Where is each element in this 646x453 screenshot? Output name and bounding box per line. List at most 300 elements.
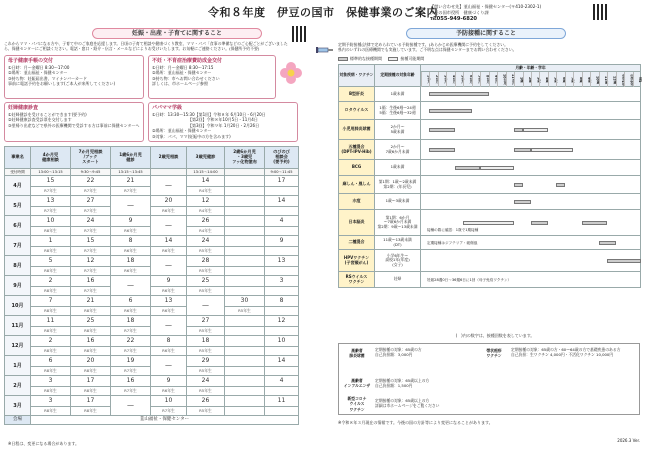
- schedule-day: 16: [111, 376, 151, 387]
- table-row: [5, 316, 299, 327]
- schedule-col-header: 事業名: [5, 147, 31, 169]
- table-row: [5, 356, 299, 367]
- schedule-day: —: [151, 316, 187, 336]
- schedule-target: [265, 307, 299, 316]
- schedule-day: 22: [71, 176, 111, 187]
- box-line: 事前に電話予約をお願いします(ご本人が来所してください): [8, 81, 116, 87]
- schedule-day: [225, 396, 265, 407]
- age-column-label: 2歳: [523, 72, 531, 87]
- schedule-target: [265, 247, 299, 256]
- adult-body-1: 定期接種の対象：65歳の方 自己負担額：3,000円: [375, 347, 422, 358]
- schedule-day: 9: [151, 376, 187, 387]
- month-label: 1月: [5, 356, 31, 376]
- reception-time-row: [5, 169, 299, 176]
- schedule-target: [225, 327, 265, 336]
- legend-possible: 接種可能期間: [400, 56, 425, 61]
- vaccine-name: BCG: [339, 160, 375, 176]
- vaccine-target: 1歳未満: [375, 160, 421, 176]
- schedule-bar: [582, 221, 607, 225]
- venue-row: [5, 416, 299, 425]
- schedule-target: R6年生: [111, 267, 151, 276]
- schedule-bar: [429, 92, 488, 96]
- schedule-target: R6年生: [111, 307, 151, 316]
- schedule-target: R8年生: [31, 307, 71, 316]
- schedule-day: 26: [187, 396, 225, 407]
- schedule-target: [265, 407, 299, 416]
- schedule-target: R7年生: [111, 187, 151, 196]
- month-label: 6月: [5, 216, 31, 236]
- table-row: [5, 287, 299, 296]
- schedule-day: 11: [265, 396, 299, 407]
- schedule-target: R7年生: [71, 187, 111, 196]
- schedule-day: [225, 236, 265, 247]
- schedule-day: [225, 356, 265, 367]
- table-row: [339, 250, 641, 272]
- table-row: [5, 387, 299, 396]
- schedule-target: [225, 187, 265, 196]
- reception-label: 受付時間: [5, 169, 31, 176]
- schedule-day: 24: [71, 216, 111, 227]
- legend: [338, 56, 638, 62]
- table-row: [5, 216, 299, 227]
- schedule-target: R5年生: [187, 407, 225, 416]
- table-row: [5, 407, 299, 416]
- age-column-label: 10歳: [590, 72, 598, 87]
- month-label: 8月: [5, 256, 31, 276]
- table-row: [339, 272, 641, 288]
- schedule-target: [265, 327, 299, 336]
- schedule-day: 4: [265, 216, 299, 227]
- vaccine-name: ロタウイルス: [339, 102, 375, 120]
- schedule-target: R7年生: [111, 327, 151, 336]
- schedule-target: [265, 187, 299, 196]
- schedule-target: R8年生: [31, 387, 71, 396]
- schedule-day: 8: [151, 336, 187, 347]
- schedule-day: 14: [151, 236, 187, 247]
- vaccine-footnote: ( )内の数字は、接種回数を表しています。: [455, 333, 535, 338]
- schedule-target: R8年生: [71, 347, 111, 356]
- month-label: 11月: [5, 316, 31, 336]
- schedule-day: 3: [265, 276, 299, 287]
- schedule-target: [225, 207, 265, 216]
- schedule-day: 10: [151, 396, 187, 407]
- adult-vaccines-box: [338, 343, 640, 415]
- age-column-label: 5か月: [455, 72, 463, 87]
- adult-body-4: 定期接種の対象：65歳以上の方 詳細は市ホームページをご覧ください: [375, 398, 440, 409]
- vaccine-schedule-bars: [421, 87, 641, 102]
- schedule-day: 26: [187, 216, 225, 227]
- schedule-day: —: [111, 196, 151, 216]
- vaccine-name: 水痘: [339, 194, 375, 210]
- vaccine-name: 小児用肺炎球菌: [339, 120, 375, 140]
- flower-icon: [278, 60, 304, 86]
- schedule-bar: [607, 259, 641, 263]
- adult-body-2: 定期接種の対象：65歳の方・60～64歳の方で基礎疾患のある方 自己負担：生ワクチン 4,000円・不活化ワクチン 10,000円: [511, 347, 621, 358]
- schedule-day: 13: [265, 256, 299, 267]
- vaccine-name: 二種混合: [339, 236, 375, 250]
- age-column-label: 4歳: [539, 72, 547, 87]
- schedule-day: 27: [187, 316, 225, 327]
- schedule-target: R6年生: [151, 207, 187, 216]
- table-row: [5, 196, 299, 207]
- box-line: ②妊婦健康診査受診票を交付します: [8, 117, 72, 123]
- schedule-col-header: 1歳6か月児 健診: [111, 147, 151, 169]
- schedule-bar: [514, 148, 531, 152]
- box-papamama: [148, 102, 298, 142]
- schedule-bar: [463, 221, 514, 225]
- schedule-target: [265, 347, 299, 356]
- month-label: 9月: [5, 276, 31, 296]
- venue-label: 会場: [5, 416, 31, 425]
- table-row: [5, 376, 299, 387]
- schedule-target: [265, 287, 299, 296]
- box-title: 妊婦健康診査: [8, 105, 39, 111]
- schedule-day: 13: [31, 196, 71, 207]
- schedule-target: [265, 267, 299, 276]
- schedule-col-header: 2歳児相談: [151, 147, 187, 169]
- schedule-target: R6年生: [151, 347, 187, 356]
- vaccine-schedule-bars: [421, 272, 641, 288]
- schedule-target: R8年生: [31, 347, 71, 356]
- schedule-day: [225, 176, 265, 187]
- vaccine-schedule-bars: [421, 120, 641, 140]
- schedule-day: 7: [31, 296, 71, 307]
- schedule-day: —: [151, 216, 187, 236]
- age-column-label: 8か月: [480, 72, 488, 87]
- schedule-target: R6年生: [151, 387, 187, 396]
- vaccine-schedule-bars: [421, 236, 641, 250]
- month-label: 4月: [5, 176, 31, 196]
- age-column-label: 5歳: [548, 72, 556, 87]
- schedule-day: 2: [31, 336, 71, 347]
- contact-line-2: 伊豆の国市役所 健康づくり課: [430, 10, 489, 16]
- schedule-target: R7年生: [71, 227, 111, 236]
- schedule-day: 17: [71, 376, 111, 387]
- age-column-label: 8歳: [573, 72, 581, 87]
- schedule-target: R7年生: [31, 187, 71, 196]
- age-column-label: 9か月: [489, 72, 497, 87]
- syringe-icon: [316, 42, 334, 58]
- vaccine-name: 五種混合 (DPT-IPV-Hib): [339, 140, 375, 160]
- schedule-day: 19: [111, 356, 151, 367]
- schedule-col-header: 3歳児健診: [187, 147, 225, 169]
- schedule-day: 25: [71, 316, 111, 327]
- schedule-day: [225, 196, 265, 207]
- schedule-target: R7年生: [111, 367, 151, 376]
- age-column-label: 高1: [633, 72, 641, 87]
- schedule-day: 12: [187, 196, 225, 207]
- reception-time: 13:15～14:00: [187, 169, 225, 176]
- age-column-label: 1か月: [421, 72, 429, 87]
- schedule-bar: [556, 183, 564, 187]
- vaccine-table: [338, 64, 641, 288]
- adult-title-2: 帯状疱疹 ワクチン: [486, 348, 502, 359]
- schedule-day: 3: [31, 396, 71, 407]
- table-row: [5, 347, 299, 356]
- schedule-day: 5: [31, 256, 71, 267]
- adult-body-3: 定期接種の対象：65歳以上の方 自己負担額：1,500円: [375, 378, 430, 389]
- schedule-target: R8年生: [31, 407, 71, 416]
- schedule-day: 15: [31, 176, 71, 187]
- schedule-bar: [514, 183, 522, 187]
- schedule-target: R8年生: [31, 247, 71, 256]
- schedule-day: 14: [265, 196, 299, 207]
- schedule-footnote: ※日程は、変更になる場合があります。: [8, 441, 80, 446]
- schedule-bar: [514, 128, 522, 132]
- venue-value: 韮山福祉・保健センター: [31, 416, 299, 425]
- schedule-target: R6年生: [111, 247, 151, 256]
- schedule-day: 14: [187, 176, 225, 187]
- box-title: パパママ学級: [152, 105, 183, 111]
- schedule-target: R5年生: [187, 327, 225, 336]
- schedule-day: 11: [31, 316, 71, 327]
- schedule-target: [265, 227, 299, 236]
- schedule-header-row: [5, 147, 299, 169]
- vaccine-target: 小学6年生～ 高校1年(年度) (女子): [375, 250, 421, 272]
- box-line: 【第3回】令和９年 1月20日・2月26日: [188, 122, 260, 128]
- table-row: [339, 160, 641, 176]
- age-column-label: 中学1年: [616, 72, 624, 87]
- schedule-day: 3: [31, 376, 71, 387]
- table-row: [339, 210, 641, 236]
- reception-time: 13:00～13:15: [31, 169, 71, 176]
- vaccine-schedule-bars: [421, 160, 641, 176]
- vaccine-target: 第1期：1歳～2歳未満 第2期：(年長児): [375, 176, 421, 194]
- reception-time: 9:30～9:45: [71, 169, 111, 176]
- box-ninpu-kenshin: [4, 102, 144, 142]
- schedule-target: R8年生: [31, 227, 71, 236]
- bar-note: 妊娠28週0日～36週6日に1回（母子免疫ワクチン）: [427, 277, 512, 282]
- schedule-day: [225, 216, 265, 227]
- schedule-day: 18: [111, 316, 151, 327]
- vaccine-target: 11歳～13歳未満 (DT): [375, 236, 421, 250]
- schedule-day: 16: [71, 336, 111, 347]
- bar-note: 接種の際に確認：1歳で1期接種: [427, 227, 479, 232]
- vaccine-target: 2か月～ 5歳未満: [375, 120, 421, 140]
- schedule-day: 14: [265, 356, 299, 367]
- month-label: 10月: [5, 296, 31, 316]
- table-row: [339, 236, 641, 250]
- schedule-day: 10: [265, 336, 299, 347]
- schedule-bar: [531, 148, 573, 152]
- schedule-col-header: 2歳6か月児 ・3歳児 フッ化物塗布: [225, 147, 265, 169]
- schedule-target: R4年生: [187, 227, 225, 236]
- month-label: 3月: [5, 396, 31, 416]
- schedule-target: R8年生: [71, 367, 111, 376]
- version: 2026.3 Ver.: [617, 438, 640, 443]
- schedule-target: R6年生: [151, 247, 187, 256]
- schedule-day: 20: [151, 196, 187, 207]
- vaccine-target: 1歳～3歳未満: [375, 194, 421, 210]
- box-line: ②場所：韮山福祉・保健センター: [152, 128, 212, 134]
- month-label: 12月: [5, 336, 31, 356]
- age-column-label: 12歳: [607, 72, 615, 87]
- box-line: ①日時：月～金曜日 8:30～17:00: [8, 65, 70, 70]
- schedule-target: [225, 347, 265, 356]
- table-row: [339, 194, 641, 210]
- age-column-label: 2か月: [429, 72, 437, 87]
- box-line: ③対象：パパ、ママ(妊娠中の方を含みます): [152, 133, 231, 139]
- vaccine-schedule-bars: [421, 250, 641, 272]
- reception-time: 9:00～11:45: [265, 169, 299, 176]
- age-column-label: 中学3年: [624, 72, 632, 87]
- month-label: 5月: [5, 196, 31, 216]
- vaccine-header-row: [339, 65, 641, 72]
- schedule-target: [265, 207, 299, 216]
- reception-time: [225, 169, 265, 176]
- box-funin: [148, 55, 276, 99]
- schedule-target: R6年生: [111, 227, 151, 236]
- schedule-target: [265, 367, 299, 376]
- schedule-day: 24: [187, 376, 225, 387]
- schedule-day: 6: [111, 296, 151, 307]
- schedule-day: 17: [265, 176, 299, 187]
- schedule-bar: [599, 241, 616, 245]
- schedule-target: R8年生: [31, 287, 71, 296]
- legend-standard: 標準的な接種期間: [350, 56, 382, 61]
- age-column-label: 7歳: [565, 72, 573, 87]
- header-vaccine: 対象疾病・ワクチン: [339, 65, 375, 87]
- box-line: ①日時：13:30～15:30【第1回】令和８年 6月10日・6月20日: [152, 112, 266, 117]
- box-title: 母子健康手帳の交付: [8, 58, 54, 64]
- schedule-target: [225, 267, 265, 276]
- contact-line-1: 【問い合わせ先】韮山福祉・保健センター(〒410-2302-1): [430, 4, 542, 9]
- schedule-bar: [531, 221, 548, 225]
- table-row: [5, 176, 299, 187]
- age-column-label: 10か月: [497, 72, 505, 87]
- table-row: [5, 296, 299, 307]
- vaccine-schedule-bars: [421, 194, 641, 210]
- schedule-day: 9: [265, 236, 299, 247]
- age-column-label: 6か月: [463, 72, 471, 87]
- box-line: ①日時：月～金曜日 8:30～17:15: [152, 65, 214, 70]
- schedule-day: 8: [111, 236, 151, 247]
- box-line: ③持ち物：市へお問い合わせください: [152, 75, 220, 81]
- schedule-day: [225, 276, 265, 287]
- header-age: 月齢・年齢・学年: [421, 65, 641, 72]
- qr-code-icon: [593, 4, 609, 20]
- schedule-day: 8: [265, 296, 299, 307]
- schedule-day: —: [187, 296, 225, 316]
- left-section-title: 妊娠・出産・子育てに関すること: [92, 28, 262, 39]
- contact-tel: ℡055-949-6820: [430, 16, 478, 23]
- schedule-target: [225, 387, 265, 396]
- month-label: 2月: [5, 376, 31, 396]
- schedule-day: 30: [225, 296, 265, 307]
- legend-standard-swatch: [338, 57, 348, 61]
- schedule-target: [225, 247, 265, 256]
- schedule-day: 6: [31, 356, 71, 367]
- box-line: ②場所：韮山福祉・保健センター: [152, 70, 212, 76]
- table-row: [339, 87, 641, 102]
- schedule-bar: [523, 128, 548, 132]
- schedule-day: 28: [187, 256, 225, 267]
- age-column-label: 11か月: [506, 72, 514, 87]
- box-line: ①妊婦健診を受けることができます(要予約): [8, 112, 87, 117]
- schedule-day: —: [151, 176, 187, 196]
- age-column-label: 3か月: [438, 72, 446, 87]
- schedule-target: [265, 387, 299, 396]
- schedule-col-header: 4か月児 健康相談: [31, 147, 71, 169]
- schedule-day: —: [151, 256, 187, 276]
- schedule-day: 21: [111, 176, 151, 187]
- contact-info: [430, 4, 565, 24]
- reception-time: 13:15～13:45: [111, 169, 151, 176]
- schedule-day: —: [151, 356, 187, 376]
- schedule-target: R7年生: [111, 387, 151, 396]
- table-row: [339, 120, 641, 140]
- vaccine-target: 妊婦: [375, 272, 421, 288]
- table-row: [5, 207, 299, 216]
- box-line: 【第2回】令和８年10月5日・11月4日: [188, 117, 258, 123]
- schedule-day: 4: [265, 376, 299, 387]
- schedule-target: [225, 367, 265, 376]
- schedule-day: 21: [71, 296, 111, 307]
- header-target: 定期接種の対象年齢: [375, 65, 421, 87]
- schedule-target: R7年生: [71, 267, 111, 276]
- left-intro: これからママ・パパになる方や、子育て中のご家庭を応援します。日頃の子育て相談や健康づくり教室、ママ・パパ「食事の準備などのご心配ごとがございましたら、保健センターにご相談ください。電話・窓口・紹介・伝言・メールなどによりお受けいたします。お気軽にご連絡ください。(保健所予約不要): [4, 41, 288, 52]
- schedule-target: R8年生: [31, 327, 71, 336]
- schedule-day: 12: [265, 316, 299, 327]
- vaccine-target: 2か月～ 7歳6か月未満: [375, 140, 421, 160]
- adult-title-4: 新型コロナ ウイルス ワクチン: [347, 396, 367, 412]
- table-row: [5, 276, 299, 287]
- schedule-target: R8年生: [71, 407, 111, 416]
- schedule-target: R4年生: [187, 207, 225, 216]
- box-boshi-techo: [4, 55, 144, 99]
- schedule-day: 25: [187, 276, 225, 287]
- schedule-col-header: のびのび 相談会 (要予約): [265, 147, 299, 169]
- schedule-target: R7年生: [111, 347, 151, 356]
- bottom-note: ※令和８年３月現在の情報です。今後の国の方針等により変更になることがあります。: [338, 420, 493, 425]
- qr-code-icon: [292, 26, 308, 42]
- schedule-bar: [429, 128, 454, 132]
- schedule-bar: [429, 148, 454, 152]
- schedule-target: R8年生: [31, 367, 71, 376]
- schedule-target: R5年生: [187, 347, 225, 356]
- table-row: [5, 236, 299, 247]
- schedule-target: R7年生: [71, 247, 111, 256]
- schedule-target: R5年生: [187, 387, 225, 396]
- page-title: 令和８年度 伊豆の国市 保健事業のご案内: [208, 6, 438, 19]
- vaccine-target: 1価：生後6週～24週 5価：生後6週～32週: [375, 102, 421, 120]
- adult-title-3: 高齢者 インフルエンザ: [343, 378, 371, 389]
- bar-note: 定期接種はジフテリア・破傷風: [427, 240, 478, 245]
- schedule-day: 22: [111, 336, 151, 347]
- schedule-target: R8年生: [71, 387, 111, 396]
- right-intro: 定期予防接種(法律で定められている予防接種です。)あらかじめ医療機関に予約をしてください。 県内のいずれの医療機関でも実施しています。ご不明な点は保健センターまでお問い合わせください。: [338, 42, 517, 53]
- vaccine-target: 第1期：6か月 ～7歳6か月未満 第2期：9歳～13歳未満: [375, 210, 421, 236]
- box-line: ③里帰り出産などで県外の医療機関で受診する方は事前に保健センターへ: [8, 122, 140, 128]
- schedule-day: 24: [187, 236, 225, 247]
- schedule-target: R7年生: [31, 207, 71, 216]
- adult-title-1: 高齢者 肺炎球菌: [349, 348, 365, 359]
- schedule-target: R8年生: [71, 307, 111, 316]
- schedule-day: [225, 316, 265, 327]
- schedule-bar: [480, 166, 514, 170]
- vaccine-schedule-bars: [421, 102, 641, 120]
- vaccine-schedule-bars: [421, 140, 641, 160]
- schedule-day: 9: [151, 276, 187, 287]
- table-row: [339, 102, 641, 120]
- age-column-label: 4か月: [446, 72, 454, 87]
- schedule-target: R8年生: [71, 327, 111, 336]
- schedule-day: 10: [31, 216, 71, 227]
- schedule-target: R6年生: [151, 287, 187, 296]
- schedule-bar: [429, 109, 471, 113]
- schedule-col-header: 7か月児相談 /ブック スタート: [71, 147, 111, 169]
- schedule-day: [225, 256, 265, 267]
